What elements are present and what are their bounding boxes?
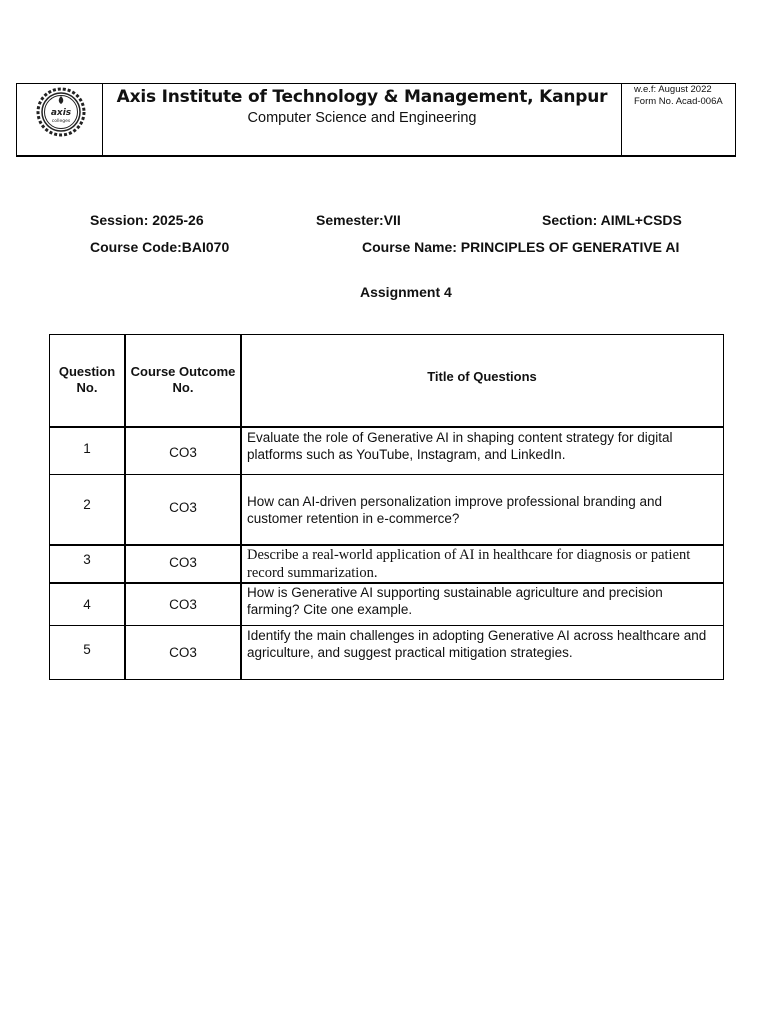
course-outcome: CO3 (125, 626, 241, 680)
institute-name: Axis Institute of Technology & Management, Kanpur (116, 87, 608, 107)
logo-subtext: colleges (51, 119, 71, 124)
axis-logo (36, 87, 86, 137)
table-row (50, 545, 724, 583)
course-outcome: CO3 (125, 427, 241, 475)
logo-wordmark: axis (50, 108, 72, 118)
table-row (50, 626, 724, 680)
header-course-outcome: Course Outcome No. (125, 335, 241, 427)
assignment-title: Assignment 4 (360, 284, 452, 300)
logo-cell (17, 84, 103, 155)
question-number: 4 (50, 583, 126, 626)
table-row (50, 475, 724, 545)
session-label: Session: 2025-26 (90, 212, 204, 228)
question-number: 5 (50, 626, 126, 680)
document-header (16, 83, 736, 157)
section-label: Section: AIML+CSDS (542, 212, 682, 228)
course-name-label: Course Name: PRINCIPLES OF GENERATIVE AI (362, 239, 680, 255)
course-code-label: Course Code:BAI070 (90, 239, 230, 255)
table-row (50, 427, 724, 475)
department-name: Computer Science and Engineering (247, 110, 477, 126)
question-text: How can AI-driven personalization improve professional branding and customer retention in e-commerce? (241, 475, 724, 545)
question-number: 2 (50, 475, 126, 545)
question-text: Describe a real-world application of AI in healthcare for diagnosis or patient record summarization. (241, 545, 724, 583)
question-text: How is Generative AI supporting sustainable agriculture and precision farming? Cite one example. (241, 583, 724, 626)
form-number: Form No. Acad-006A (634, 96, 723, 107)
header-question-no: Question No. (50, 335, 126, 427)
table-row (50, 583, 724, 626)
question-text: Identify the main challenges in adopting Generative AI across healthcare and agriculture, and suggest practical mitigation strategies. (241, 626, 724, 680)
table-header-row (50, 335, 724, 427)
question-number: 1 (50, 427, 126, 475)
course-outcome: CO3 (125, 583, 241, 626)
header-title: Title of Questions (241, 335, 724, 427)
questions-table (49, 334, 724, 680)
form-wef: w.e.f: August 2022 (634, 84, 712, 95)
semester-label: Semester:VII (316, 212, 401, 228)
course-outcome: CO3 (125, 545, 241, 583)
question-number: 3 (50, 545, 126, 583)
question-text: Evaluate the role of Generative AI in shaping content strategy for digital platforms such as YouTube, Instagram, and LinkedIn. (241, 427, 724, 475)
course-outcome: CO3 (125, 475, 241, 545)
form-info-cell (621, 84, 735, 155)
